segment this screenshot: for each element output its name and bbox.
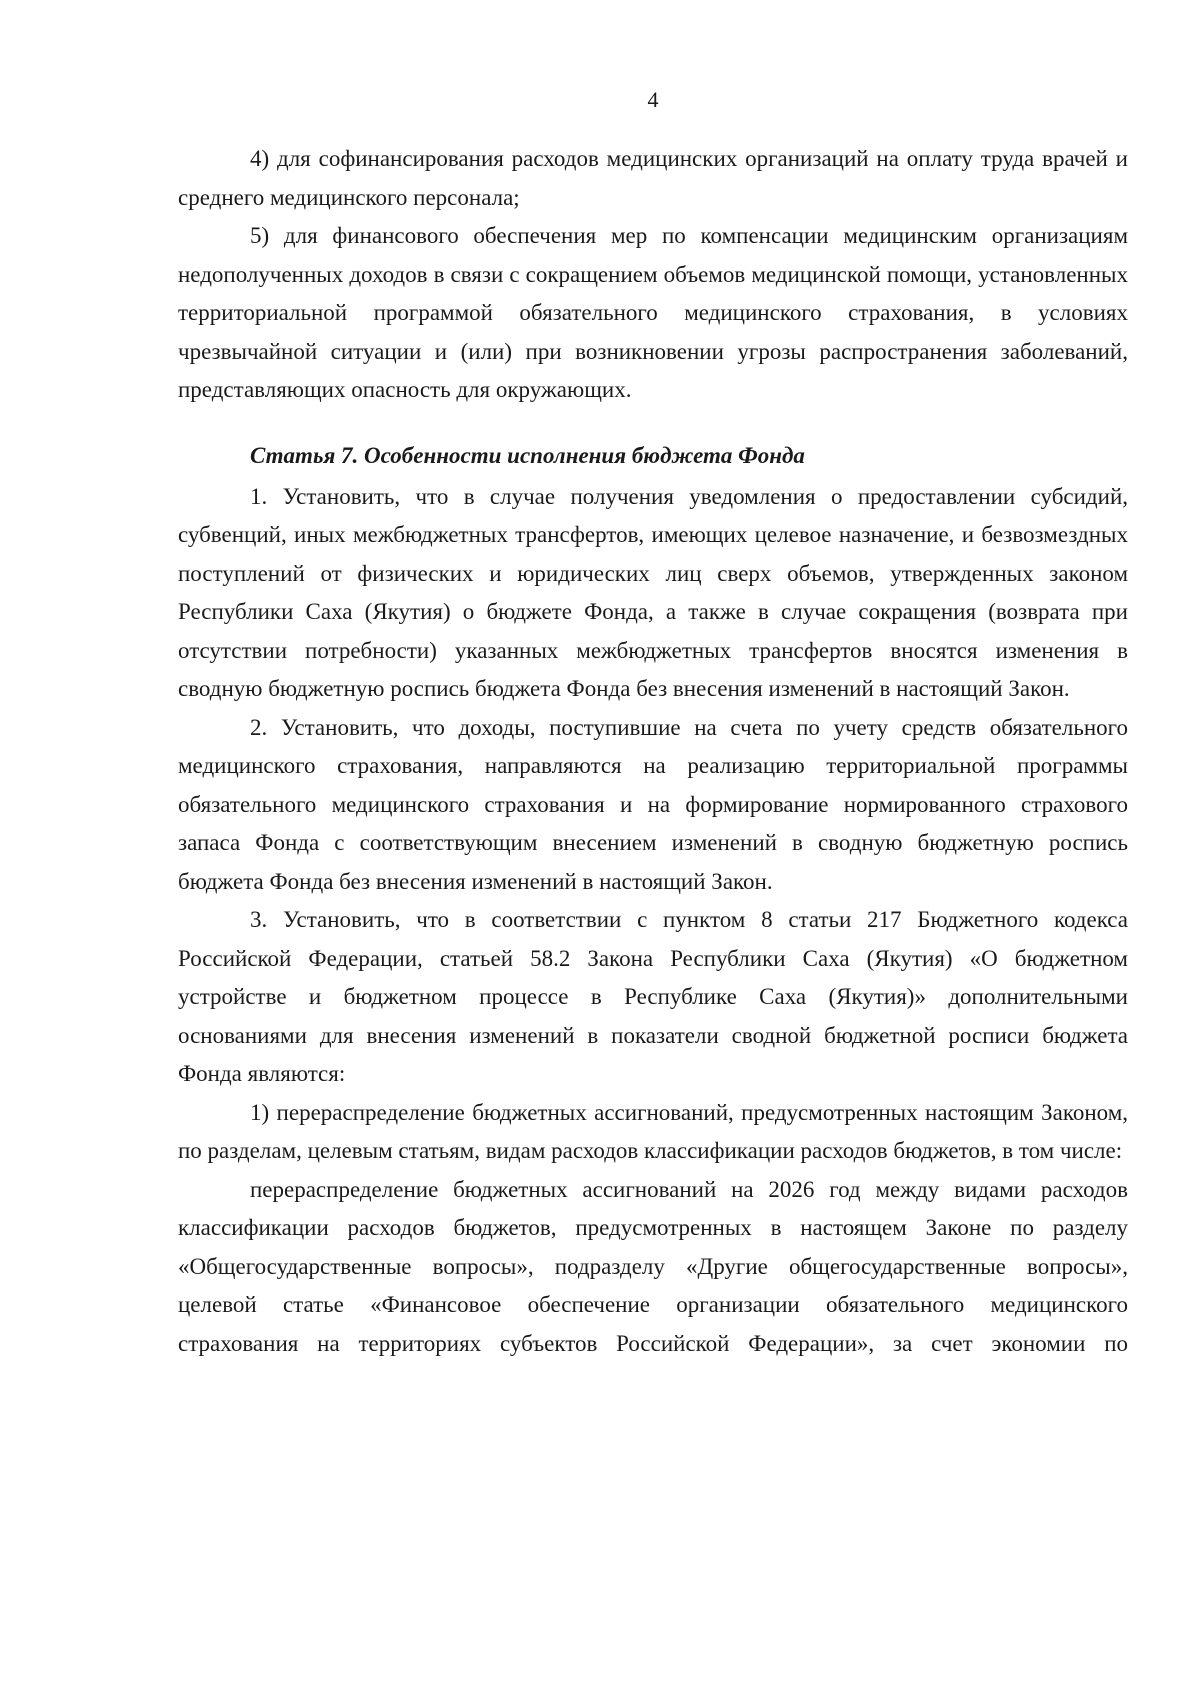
article-7-heading: Статья 7. Особенности исполнения бюджета Фонда: [250, 442, 805, 468]
article-7-clause-3-subitem: перераспределение бюджетных ассигнований на 2026 год между видами расходов классификации расходов бюджетов, предусмотренных в настоящем Законе по разделу «Общегосударственные вопросы», подразделу «Другие общегосударственные вопросы», целевой статье «Финансовое обеспечение организации обязательного медицинского страхования на территориях субъектов Российской Федерации», за счет экономии по: [178, 1176, 1128, 1356]
page-number: 4: [647, 87, 659, 112]
document-body: [178, 140, 1128, 1363]
paragraph-item-4: 4) для софинансирования расходов медицинских организаций на оплату труда врачей и среднего медицинского персонала;: [178, 146, 1128, 210]
document-page: [178, 0, 1128, 1697]
paragraph-item-5: 5) для финансового обеспечения мер по компенсации медицинским организациям недополученных доходов в связи с сокращением объемов медицинской помощи, установленных территориальной программой обязательного медицинского страхования, в условиях чрезвычайной ситуации и (или) при возникновении угрозы распространения заболеваний, представляющих опасность для окружающих.: [178, 223, 1128, 402]
article-7-clause-2: 2. Установить, что доходы, поступившие на счета по учету средств обязательного медицинского страхования, направляются на реализацию территориальной программы обязательного медицинского страхования и на формирование нормированного страхового запаса Фонда с соответствующим внесением изменений в сводную бюджетную роспись бюджета Фонда без внесения изменений в настоящий Закон.: [178, 714, 1128, 894]
article-7-clause-1: 1. Установить, что в случае получения уведомления о предоставлении субсидий, субвенций, иных межбюджетных трансфертов, имеющих целевое назначение, и безвозмездных поступлений от физических и юридических лиц сверх объемов, утвержденных законом Республики Саха (Якутия) о бюджете Фонда, а также в случае сокращения (возврата при отсутствии потребности) указанных межбюджетных трансфертов вносятся изменения в сводную бюджетную роспись бюджета Фонда без внесения изменений в настоящий Закон.: [178, 483, 1128, 701]
article-7-clause-3: 3. Установить, что в соответствии с пунктом 8 статьи 217 Бюджетного кодекса Российской Федерации, статьей 58.2 Закона Республики Саха (Якутия) «О бюджетном устройстве и бюджетном процессе в Республике Саха (Якутия)» дополнительными основаниями для внесения изменений в показатели сводной бюджетной росписи бюджета Фонда являются:: [178, 907, 1128, 1086]
article-7-clause-3-item-1: 1) перераспределение бюджетных ассигнований, предусмотренных настоящим Законом, по разделам, целевым статьям, видам расходов классификации расходов бюджетов, в том числе:: [178, 1099, 1128, 1163]
